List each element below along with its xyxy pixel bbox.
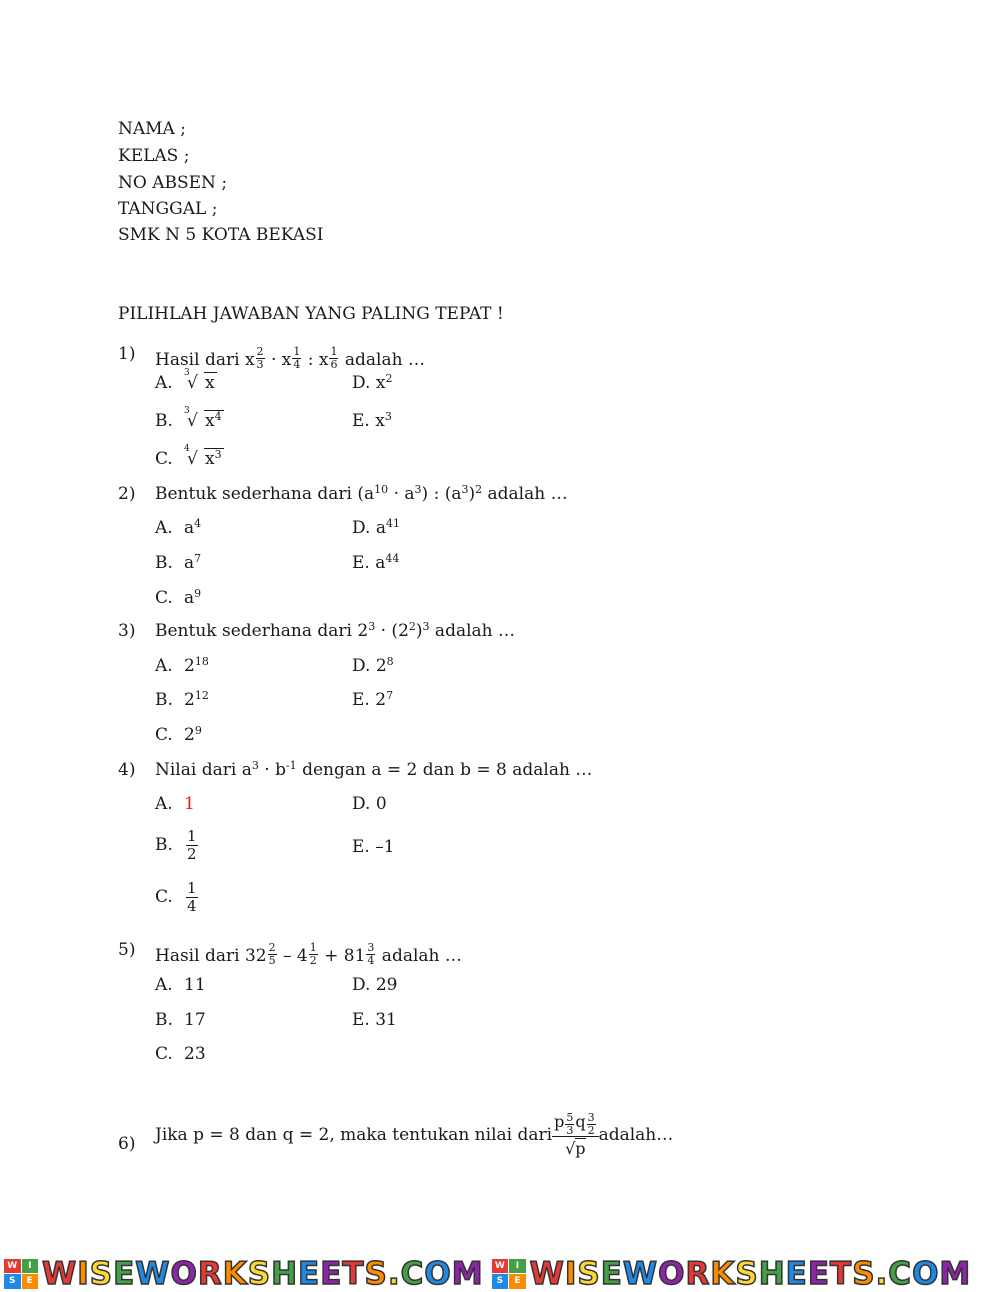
wise-logo-icon: W I S E [4,1259,38,1289]
question-5-text: Hasil dari 32 $\frac{2}{5}$ – 4 $\frac{1}{2}$ + 81 $\frac{3}{4}$ adalah … [155,941,462,967]
fraction-exponent: $\frac{1}{4}$ [293,345,301,371]
q2-option-d[interactable]: D. $a^{41}$ [352,517,400,538]
q1-option-d[interactable]: D. $x^2$ [352,372,393,393]
footer-brand-2 [492,1256,972,1291]
q3-option-e[interactable]: E. $2^7$ [352,689,394,710]
wise-logo-icon: W I S E [492,1259,526,1289]
footer-watermark [0,1256,1000,1291]
q4-option-d[interactable]: D. 0 [352,794,387,814]
q4-option-b[interactable]: B. $\frac{1}{2}$ [155,827,197,864]
absence-number-label: NO ABSEN ; [118,173,228,193]
q1-option-c[interactable]: C. 4 √ $x^3$ [155,444,222,469]
q4-option-c[interactable]: C. $\frac{1}{4}$ [155,879,197,916]
answer-value: 1 [184,794,195,814]
question-5-number: 5) [118,940,136,960]
fraction-expression: p $\frac{5}{3}$ q $\frac{3}{2}$ √p [552,1112,599,1158]
instruction-heading: PILIHLAH JAWABAN YANG PALING TEPAT ! [118,304,504,324]
fraction-exponent: $\frac{2}{3}$ [256,345,264,371]
question-1-number: 1) [118,344,136,364]
fraction-exponent: $\frac{2}{5}$ [268,941,276,967]
q3-option-a[interactable]: A. $2^{18}$ [155,655,209,676]
question-2-text: Bentuk sederhana dari $(a^{10} \cdot a^3)$ : $(a^3)^2$ adalah … [155,483,568,504]
date-field-label: TANGGAL ; [118,199,218,219]
fraction: $\frac{1}{2}$ [187,827,197,864]
question-6-text: Jika p = 8 dan q = 2, maka tentukan nilai dari p $\frac{5}{3}$ q $\frac{3}{2}$ √p adalah… [155,1111,674,1159]
brand-text: WISEWORKSHEETS.COM [42,1255,484,1292]
q2-option-e[interactable]: E. $a^{44}$ [352,552,400,573]
q5-option-b[interactable]: B. 17 [155,1010,206,1030]
footer-brand-1 [4,1256,484,1291]
q1-option-b[interactable]: B. 3 √ $x^4$ [155,406,222,431]
school-name: SMK N 5 KOTA BEKASI [118,225,324,245]
question-3-number: 3) [118,621,136,641]
name-field-label: NAMA ; [118,119,186,139]
q5-option-e[interactable]: E. 31 [352,1010,397,1030]
fraction-exponent: $\frac{1}{2}$ [309,941,317,967]
q2-option-c[interactable]: C. $a^9$ [155,587,202,608]
q4-option-a[interactable]: A. 1 [155,794,195,814]
radical: 3 √ x [184,368,215,393]
fraction: $\frac{1}{4}$ [187,879,197,916]
radical: 4 √ $x^3$ [184,444,222,469]
q3-option-d[interactable]: D. $2^8$ [352,655,394,676]
q3-option-b[interactable]: B. $2^{12}$ [155,689,209,710]
q2-option-b[interactable]: B. $a^7$ [155,552,202,573]
q1-option-a[interactable]: A. 3 √ x [155,368,215,393]
fraction-exponent: $\frac{3}{4}$ [367,941,375,967]
radical: 3 √ $x^4$ [184,406,222,431]
question-1-text: Hasil dari x $\frac{2}{3}$ · x $\frac{1}{4}$ : x $\frac{1}{6}$ adalah … [155,345,425,371]
q5-option-a[interactable]: A. 11 [155,975,206,995]
fraction-exponent: $\frac{1}{6}$ [330,345,338,371]
q4-option-e[interactable]: E. –1 [352,837,395,857]
q3-option-c[interactable]: C. $2^9$ [155,724,202,745]
question-6-number: 6) [118,1134,136,1154]
q5-option-d[interactable]: D. 29 [352,975,398,995]
question-4-number: 4) [118,760,136,780]
brand-text: WISEWORKSHEETS.COM [529,1255,972,1292]
question-2-number: 2) [118,484,136,504]
question-3-text: Bentuk sederhana dari $2^3 \cdot (2^2)^3$ adalah … [155,620,516,641]
q5-option-c[interactable]: C. 23 [155,1044,206,1064]
class-field-label: KELAS ; [118,146,190,166]
question-4-text: Nilai dari $a^3 \cdot b^{-1}$ dengan a = 2 dan b = 8 adalah … [155,759,593,780]
q1-option-e[interactable]: E. $x^3$ [352,410,392,431]
q2-option-a[interactable]: A. $a^4$ [155,517,202,538]
